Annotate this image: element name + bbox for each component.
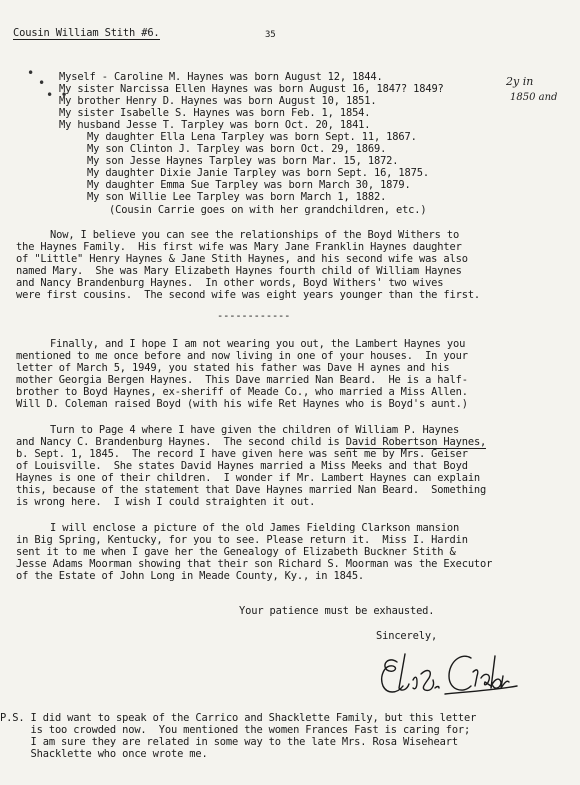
margin-mark: • [27,66,35,80]
text-line: mentioned to me once before and now living in one of your houses. In your [16,350,468,362]
text-line: mother Georgia Bergen Haynes. This Dave married Nan Beard. He is a half- [16,374,468,386]
text-line: Now, I believe you can see the relationships of the Boyd Withers to [50,229,460,241]
text-line: sent it to me when I gave her the Genealogy of Elizabeth Buckner Stith & [16,546,456,558]
handwritten-note: 1850 and [510,92,558,103]
text-line: brother to Boyd Haynes, ex-sheriff of Meade Co., who married a Miss Allen. [16,386,468,398]
closing-line: Your patience must be exhausted. [239,605,435,617]
text-line: of "Little" Henry Haynes & Jane Stith Haynes, and his second wife was also [16,253,468,265]
text-line: letter of March 5, 1949, you stated his father was Dave H aynes and his [16,362,450,374]
list-item: My husband Jesse T. Tarpley was born Oct. 20, 1841. [59,119,371,131]
signature-image [375,642,525,704]
text-line: I am sure they are related in some way to the late Mrs. Rosa Wiseheart [0,736,458,748]
text-line: I will enclose a picture of the old James Fielding Clarkson mansion [50,522,460,534]
list-item: My sister Narcissa Ellen Haynes was born August 16, 1847? 1849? [59,83,444,95]
text-line: were first cousins. The second wife was eight years younger than the first. [16,289,481,301]
page-number: 35 [265,30,276,40]
list-item: My brother Henry D. Haynes was born August 10, 1851. [59,95,377,107]
text-line: named Mary. She was Mary Elizabeth Haynes fourth child of William Haynes [16,265,462,277]
text-line: Will D. Coleman raised Boyd (with his wife Ret Haynes who is Boyd's aunt.) [16,398,468,410]
text-line: P.S. I did want to speak of the Carrico and Shacklette Family, but this letter [0,712,477,724]
text-line: of Louisville. She states David Haynes married a Miss Meeks and that Boyd [16,460,468,472]
list-item: My daughter Emma Sue Tarpley was born March 30, 1879. [87,179,411,191]
list-item: My son Clinton J. Tarpley was born Oct. 29, 1869. [87,143,387,155]
section-divider: ------------ [217,310,291,322]
text-line: is wrong here. I wish I could straighten it out. [16,496,316,508]
list-item: Myself - Caroline M. Haynes was born August 12, 1844. [59,71,383,83]
text-line: in Big Spring, Kentucky, for you to see. Please return it. Miss I. Hardin [16,534,468,546]
text-line: the Haynes Family. His first wife was Mary Jane Franklin Haynes daughter [16,241,462,253]
margin-mark: • [38,76,46,90]
list-item: My sister Isabelle S. Haynes was born Feb. 1, 1854. [59,107,371,119]
text-line: Shacklette who once wrote me. [0,748,208,760]
text-line: b. Sept. 1, 1845. The record I have given here was sent me by Mrs. Geiser [16,448,468,460]
margin-mark: • • [46,88,68,102]
text-line: Haynes is one of their children. I wonder if Mr. Lambert Haynes can explain [16,472,481,484]
underlined-name: David Robertson Haynes, [345,436,487,448]
text-line: Jesse Adams Moorman showing that their son Richard S. Moorman was the Executor [16,558,493,570]
text-segment: and Nancy C. Brandenburg Haynes. The second child is [16,436,346,448]
list-item: My son Willie Lee Tarpley was born March 1, 1882. [87,191,387,203]
text-line: and Nancy Brandenburg Haynes. In other words, Boyd Withers' two wives [16,277,444,289]
text-line: of the Estate of John Long in Meade County, Ky., in 1845. [16,570,365,582]
closing-salutation: Sincerely, [376,630,438,642]
list-item: My daughter Dixie Janie Tarpley was born Sept. 16, 1875. [87,167,429,179]
text-line: this, because of the statement that Dave Haynes married Nan Beard. Something [16,484,487,496]
text-line: Turn to Page 4 where I have given the children of William P. Haynes [50,424,460,436]
text-line: is too crowded now. You mentioned the women Frances Fast is caring for; [0,724,471,736]
list-item: My son Jesse Haynes Tarpley was born Mar. 15, 1872. [87,155,399,167]
handwritten-note: 2y in [506,75,534,88]
text-line: Finally, and I hope I am not wearing you out, the Lambert Haynes you [50,338,466,350]
list-note: (Cousin Carrie goes on with her grandchildren, etc.) [109,204,427,216]
text-line [16,436,486,448]
page-title: Cousin William Stith #6. [13,27,160,39]
list-item: My daughter Ella Lena Tarpley was born Sept. 11, 1867. [87,131,417,143]
